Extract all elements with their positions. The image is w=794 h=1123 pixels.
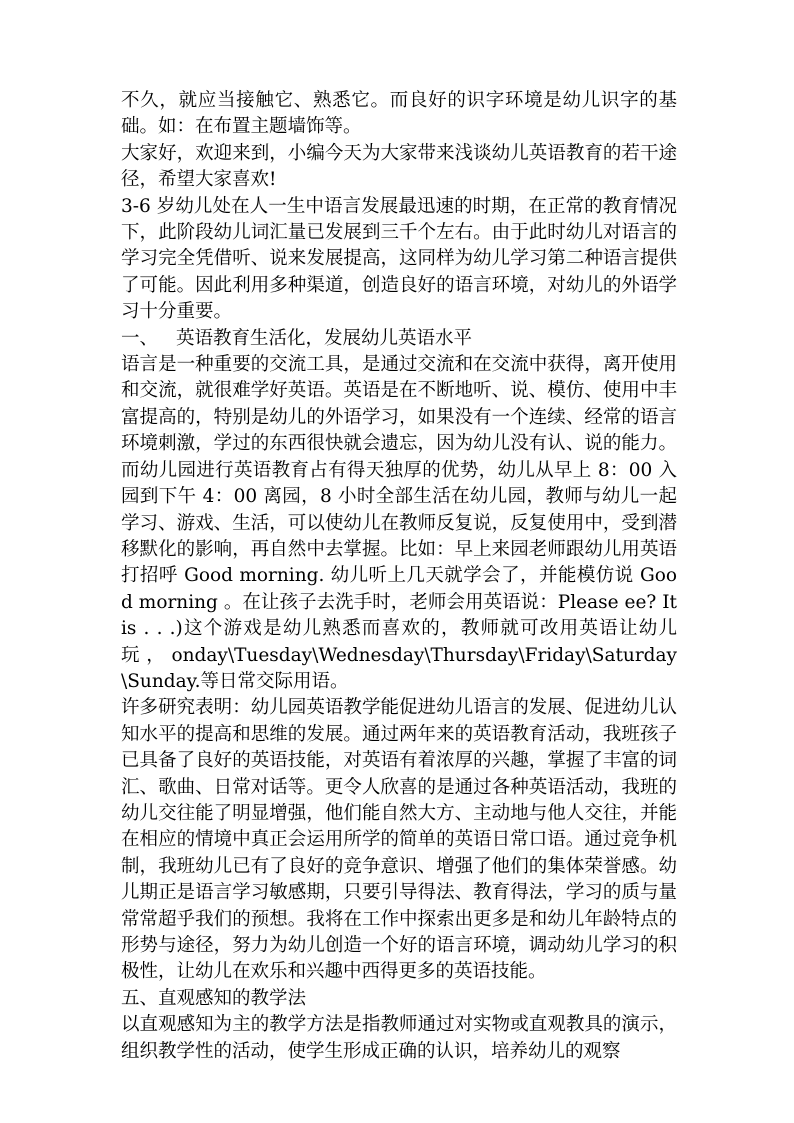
paragraph-english-daily-life: 语言是一种重要的交流工具，是通过交流和在交流中获得，离开使用和交流，就很难学好英语。英语是在不断地听、说、模仿、使用中丰富提高的，特别是幼儿的外语学习，如果没有一个连续、经常的语言环境刺激，学过的东西很快就会遗忘，因为幼儿没有认、说的能力。而幼儿园进行英语教育占有得天独厚的优势，幼儿从早上 8：00 入园到下午 4：00 离园，8 小时全部生活在幼儿园，教师与幼儿一起学习、游戏、生活，可以使幼儿在教师反复说，反复使用中，受到潜移默化的影响，再自然中去掌握。比如：早上来园老师跟幼儿用英语打招呼 Good morning. 幼儿听上几天就学会了，并能模仿说 Good morning 。在让孩子去洗手时，老师会用英语说：Please ee? It is . . .)这个游戏是幼儿熟悉而喜欢的，教师就可改用英语让幼儿玩，onday\Tuesday\Wednesday\Thursday\Friday\Saturday\Sunday.等日常交际用语。 <box>121 354 677 692</box>
paragraph-research-findings: 许多研究表明：幼儿园英语教学能促进幼儿语言的发展、促进幼儿认知水平的提高和思维的发展。通过两年来的英语教育活动，我班孩子已具备了良好的英语技能，对英语有着浓厚的兴趣，掌握了丰富的词汇、歌曲、日常对话等。更令人欣喜的是通过各种英语活动，我班的幼儿交往能了明显增强，他们能自然大方、主动地与他人交往，并能在相应的情境中真正会运用所学的简单的英语日常口语。通过竞争机制，我班幼儿已有了良好的竞争意识、增强了他们的集体荣誉感。幼儿期正是语言学习敏感期，只要引导得法、教育得法，学习的质与量常常超乎我们的预想。我将在工作中探索出更多是和幼儿年龄特点的形势与途径，努力为幼儿创造一个好的语言环境，调动幼儿学习的积极性，让幼儿在欢乐和兴趣中西得更多的英语技能。 <box>121 697 677 983</box>
section-heading-1 <box>121 326 677 352</box>
paragraph-greeting: 大家好，欢迎来到，小编今天为大家带来浅谈幼儿英语教育的若干途径，希望大家喜欢! <box>121 142 677 191</box>
document-page <box>121 88 677 1065</box>
section-heading-5: 五、直观感知的教学法 <box>121 987 307 1009</box>
section-heading-1-number: 一、 <box>121 327 159 349</box>
paragraph-language-development: 3-6 岁幼儿处在人一生中语言发展最迅速的时期，在正常的教育情况下，此阶段幼儿词汇量已发展到三千个左右。由于此时幼儿对语言的学习完全凭借听、说来发展提高，这同样为幼儿学习第二种语言提供了可能。因此利用多种渠道，创造良好的语言环境，对幼儿的外语学习十分重要。 <box>121 195 677 323</box>
paragraph-intuitive-teaching: 以直观感知为主的教学方法是指教师通过对实物或直观教具的演示，组织教学性的活动，使学生形成正确的认识，培养幼儿的观察 <box>121 1014 677 1062</box>
section-heading-1-title: 英语教育生活化，发展幼儿英语水平 <box>176 327 473 349</box>
paragraph-literacy-environment: 不久，就应当接触它、熟悉它。而良好的识字环境是幼儿识字的基础。如：在布置主题墙饰等。 <box>121 90 677 138</box>
